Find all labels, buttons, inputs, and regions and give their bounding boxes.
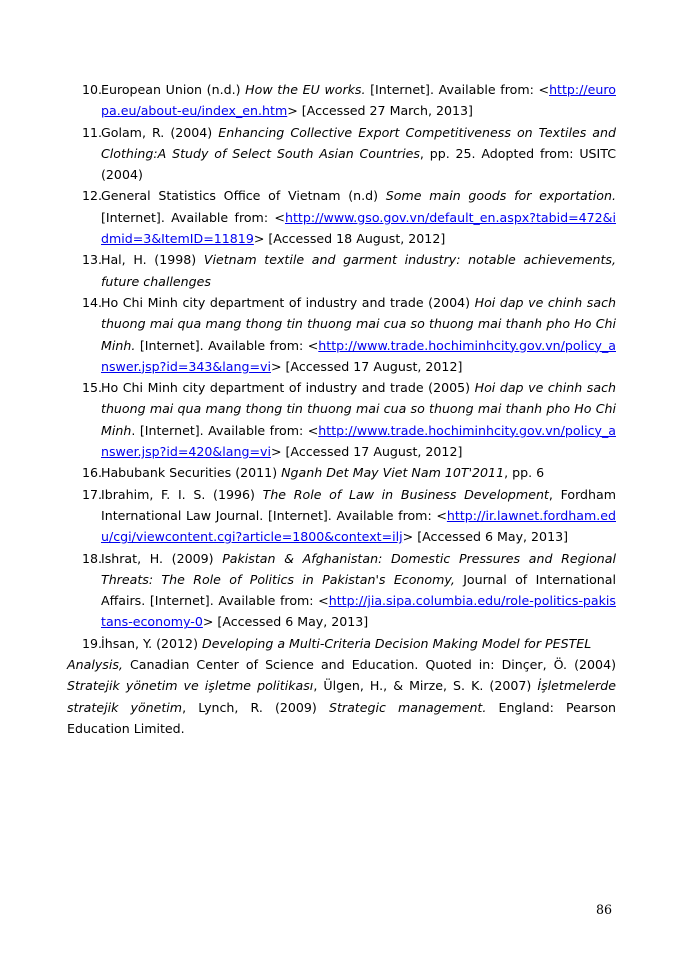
reference-link[interactable]: http://www.trade.hochiminhcity.gov.vn/policy_answer.jsp?id=420&lang=vi	[101, 422, 616, 460]
reference-title: How the EU works.	[245, 82, 366, 97]
reference-title: Enhancing Collective Export Competitiveness on Textiles and Clothing:A Study of Select South Asian Countries	[101, 124, 616, 161]
reference-number: 18.	[82, 550, 103, 566]
reference-title: The Role of Law in Business Development	[262, 486, 549, 502]
reference-item	[84, 249, 616, 292]
reference-accessed: > [Accessed 18 August, 2012]	[253, 231, 446, 247]
reference-link[interactable]: http://europa.eu/about-eu/index_en.htm	[101, 82, 616, 119]
reference-continuation	[67, 654, 616, 739]
reference-number: 11.	[82, 124, 103, 140]
reference-item	[84, 292, 616, 377]
reference-item	[84, 633, 616, 654]
reference-authors: Ho Chi Minh city department of industry and trade (2005)	[101, 380, 475, 396]
continuation-title-strategic: Strategic management.	[328, 699, 487, 715]
reference-item	[84, 79, 616, 122]
reference-authors: Habubank Securities (2011)	[101, 465, 282, 481]
reference-number: 16.	[82, 465, 103, 481]
reference-list	[67, 79, 617, 739]
reference-details: [Internet]. Available from: <	[101, 209, 285, 225]
reference-link[interactable]: http://ir.lawnet.fordham.edu/cgi/viewcontent.cgi?article=1800&context=ilj	[101, 507, 616, 545]
reference-title: Hoi dap ve chinh sach thuong mai qua mang thong tin thuong mai cua so thuong mai thanh pho Ho Chi Minh.	[101, 294, 616, 353]
reference-details: [Internet]. Available from: <	[135, 337, 319, 353]
reference-title: Developing a Multi-Criteria Decision Making Model for PESTEL	[202, 635, 592, 651]
reference-title: Pakistan & Afghanistan: Domestic Pressures and Regional Threats: The Role of Politics in Pakistan's Economy,	[101, 550, 616, 587]
reference-title: Nganh Det May Viet Nam 10T'2011	[281, 465, 505, 481]
continuation-title-isletmelerde: İşletmelerde stratejik yönetim	[67, 678, 617, 715]
reference-details: , pp. 25. Adopted from: USITC (2004)	[101, 145, 617, 183]
reference-title: Vietnam textile and garment industry: notable achievements, future challenges	[101, 252, 616, 289]
reference-details: , Fordham International Law Journal. [Internet]. Available from: <	[101, 486, 616, 523]
reference-number: 17.	[82, 486, 103, 502]
reference-number: 13.	[82, 252, 103, 268]
reference-authors: Hal, H. (1998)	[101, 252, 204, 268]
reference-link[interactable]: http://www.gso.gov.vn/default_en.aspx?tabid=472&idmid=3&ItemID=11819	[101, 209, 616, 247]
reference-number: 14.	[82, 294, 103, 310]
reference-number: 15.	[82, 380, 103, 396]
reference-number: 19.	[82, 635, 103, 651]
reference-number: 10.	[82, 82, 103, 97]
reference-authors: European Union (n.d.)	[101, 82, 246, 97]
reference-authors: Ho Chi Minh city department of industry and trade (2004)	[101, 294, 475, 310]
reference-details: , pp. 6	[504, 465, 545, 481]
reference-item	[84, 377, 616, 462]
reference-authors: Ishrat, H. (2009)	[101, 550, 223, 566]
continuation-title-stratejik: Stratejik yönetim ve işletme politikası	[67, 678, 314, 694]
reference-link[interactable]: http://jia.sipa.columbia.edu/role-politics-pakistans-economy-0	[101, 593, 616, 630]
continuation-title-analysis: Analysis,	[67, 657, 123, 673]
reference-authors: Golam, R. (2004)	[101, 124, 219, 140]
continuation-text: England: Pearson Education Limited.	[67, 699, 617, 736]
reference-title: Some main goods for exportation.	[385, 188, 616, 204]
reference-item	[84, 484, 616, 548]
reference-details: . [Internet]. Available from: <	[131, 422, 319, 438]
reference-accessed: > [Accessed 17 August, 2012]	[270, 358, 463, 374]
reference-item	[84, 548, 616, 633]
reference-accessed: > [Accessed 27 March, 2013]	[287, 103, 473, 119]
reference-item	[84, 122, 616, 186]
page-number: 86	[596, 902, 613, 917]
reference-authors: General Statistics Office of Vietnam (n.d)	[101, 188, 386, 204]
reference-number: 12.	[82, 188, 103, 204]
continuation-text: , Lynch, R. (2009)	[182, 699, 329, 715]
continuation-text: Canadian Center of Science and Education. Quoted in: Dinçer, Ö. (2004)	[122, 657, 616, 673]
reference-accessed: > [Accessed 6 May, 2013]	[402, 529, 569, 545]
reference-accessed: > [Accessed 17 August, 2012]	[270, 444, 463, 460]
reference-details: Journal of International Affairs. [Internet]. Available from: <	[101, 571, 616, 609]
reference-title: Hoi dap ve chinh sach thuong mai qua mang thong tin thuong mai cua so thuong mai thanh pho Ho Chi Minh	[101, 380, 616, 438]
continuation-text: , Ülgen, H., & Mirze, S. K. (2007)	[313, 678, 538, 694]
reference-authors: Ibrahim, F. I. S. (1996)	[101, 486, 263, 502]
reference-item	[84, 462, 616, 483]
reference-link[interactable]: http://www.trade.hochiminhcity.gov.vn/policy_answer.jsp?id=343&lang=vi	[101, 337, 616, 374]
reference-authors: İhsan, Y. (2012)	[101, 635, 202, 651]
reference-accessed: > [Accessed 6 May, 2013]	[202, 614, 369, 630]
reference-details: [Internet]. Available from: <	[365, 82, 550, 97]
reference-item	[84, 185, 616, 249]
